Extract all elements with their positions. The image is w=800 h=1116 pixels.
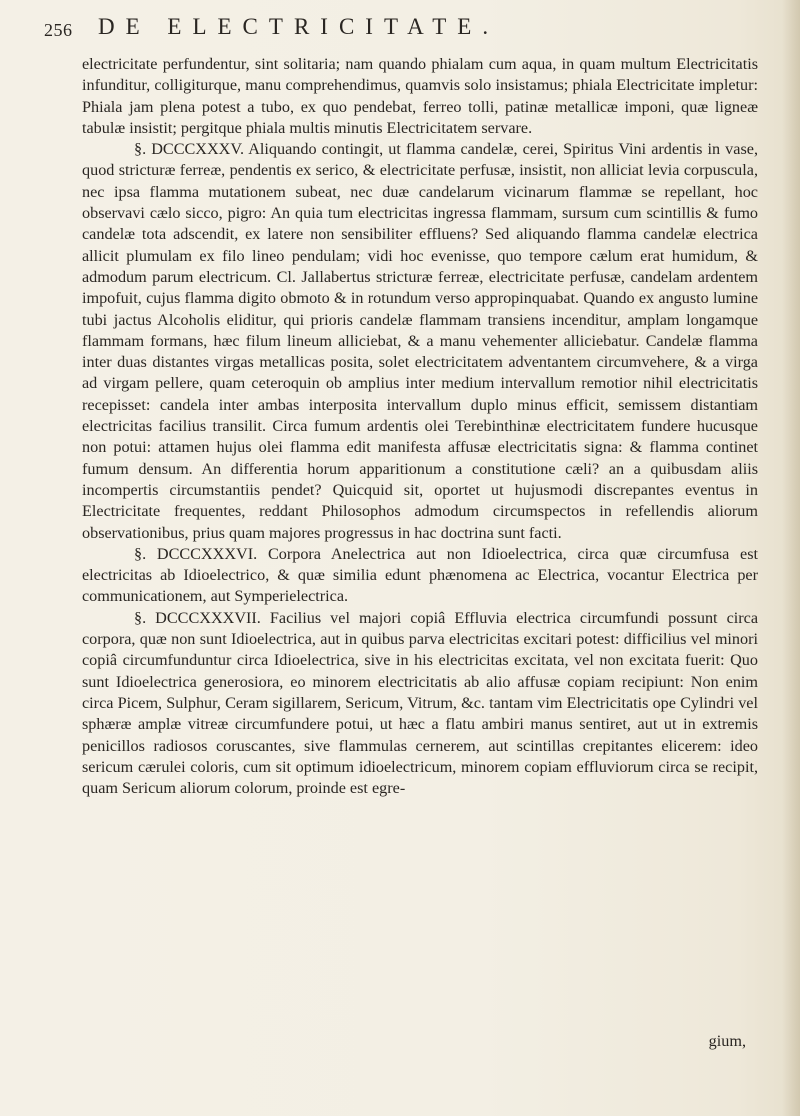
paragraph-text: electricitate perfundentur, sint solitaria; nam quando phialam cum aqua, in quam multum Electricitatis infunditur, colligiturque, manu comprehendimus, quamvis solo insistamus; phiala Electricitate impletur: Phiala jam plena potest a tubo, ex quo pendebat, ferreo tolli, patinæ metallicæ imponi, quæ ligneæ tabulæ insistit; pergitque phiala multis minutis Electricitatem servare. [82,55,758,137]
paragraph-text: Corpora Anelectrica aut non Idioelectrica, circa quæ circumfusa est electricitas ab Idioelectrico, & quæ similia edunt phænomena ac Electrica, vocantur Electrica per communicationem, aut Symperielectrica. [82,544,759,606]
paragraph-text: Aliquando contingit, ut flamma candelæ, cerei, Spiritus Vini ardentis in vase, quod stricturæ ferreæ, pendentis ex serico, & electricitate perfusæ, insistit, non alliciat levia corpuscula, nec ipsa flamma mutationem subeat, nec duæ candelarum vicinarum flammæ se repellant, hoc observavi cælo sicco, pigro: An quia tum electricitas ingressa flammam, sursum cum scintillis & fumo candelæ tota adscendit, ex latere non sensibiliter effluens? Sed aliquando flamma candelæ electrica allicit plumulam ex filo lineo pendulam; vidi hoc evenisse, quo tempore cælum erat humidum, & admodum parum electricum. Cl. Jallabertus stricturæ ferreæ, electricitate perfusæ, candelam ardentem impofuit, cujus flamma digito obmoto & in rotundum verso appropinquabat. Quando ex angusto lumine tubi jactus Alcoholis eliditur, qui prioris candelæ flammam transiens incenditur, amplam longamque flammam formans, hæc filum lineum alliciebat, & a manu vehementer alliciebatur. Candelæ flamma inter duas distantes virgas metallicas posita, solet electricitatem adventantem circumvehere, & a virga ad virgam pellere, quam ceteroquin ob amplius inter medium intervallum remotior nihil electricitatis recepisset: candela inter ambas interposita intervallum duplo minus efficit, semissem distantiam electricitas facilius transilit. Circa fumum ardentis olei Terebinthinæ electricitatem fundere hucusque non potui: attamen hujus olei flamma edit manifesta affusæ electricitatis signa: & flamma continet fumum densum. An differentia horum apparitionum a constitutione cæli? an a quibusdam aliis incompertis circumstantiis pendet? Quicquid sit, oportet ut hujusmodi discrepantes eventus in Electricitate frequentes, reddant Philosophos admodum circumspectos in refellendis aliorum observationibus, prius quam majores progressus in hac doctrina sunt facti. [82,140,758,542]
page-edge-shadow [782,0,800,1116]
paragraph [82,139,758,544]
running-head: DE ELECTRICITATE. [98,14,500,39]
page-number: 256 [44,20,73,40]
section-number: §. DCCCXXXVI. [134,544,258,563]
paragraph-text: Facilius vel majori copiâ Effluvia electrica circumfundi possunt circa corpora, quæ non sunt Idioelectrica, aut in quibus parva electricitas excitari potest: difficilius vel minori copiâ circumfunduntur circa Idioelectrica, sive in his electricitas excitata, vel non excitata fuerit: Quo sunt Idioelectrica generosiora, eo minorem electricitatis ab alio affusæ copiam recipiunt: Non enim circa Picem, Sulphur, Ceram sigillarem, Sericum, Vitrum, &c. tantam vim Electricitatis ope Cylindri vel sphæræ amplæ vitreæ circumfundere potui, ut hæc a flatu ambiri manus sentiret, aut ut in extremis penicillos radiosos coruscantes, sive flammulas cernerem, aut scintillas crepitantes elicerem: ideo sericum cærulei coloris, cum sit optimum idioelectricum, minorem copiam effluviorum circa se recipit, quam Sericum aliorum colorum, proinde est egre- [82,608,759,798]
section-number: §. DCCCXXXV. [134,140,245,159]
paragraph [82,544,758,608]
body-text [82,54,758,799]
paragraph [82,608,758,800]
paragraph [82,54,758,139]
catchword: gium, [708,1032,746,1050]
section-number: §. DCCCXXXVII. [134,608,261,627]
